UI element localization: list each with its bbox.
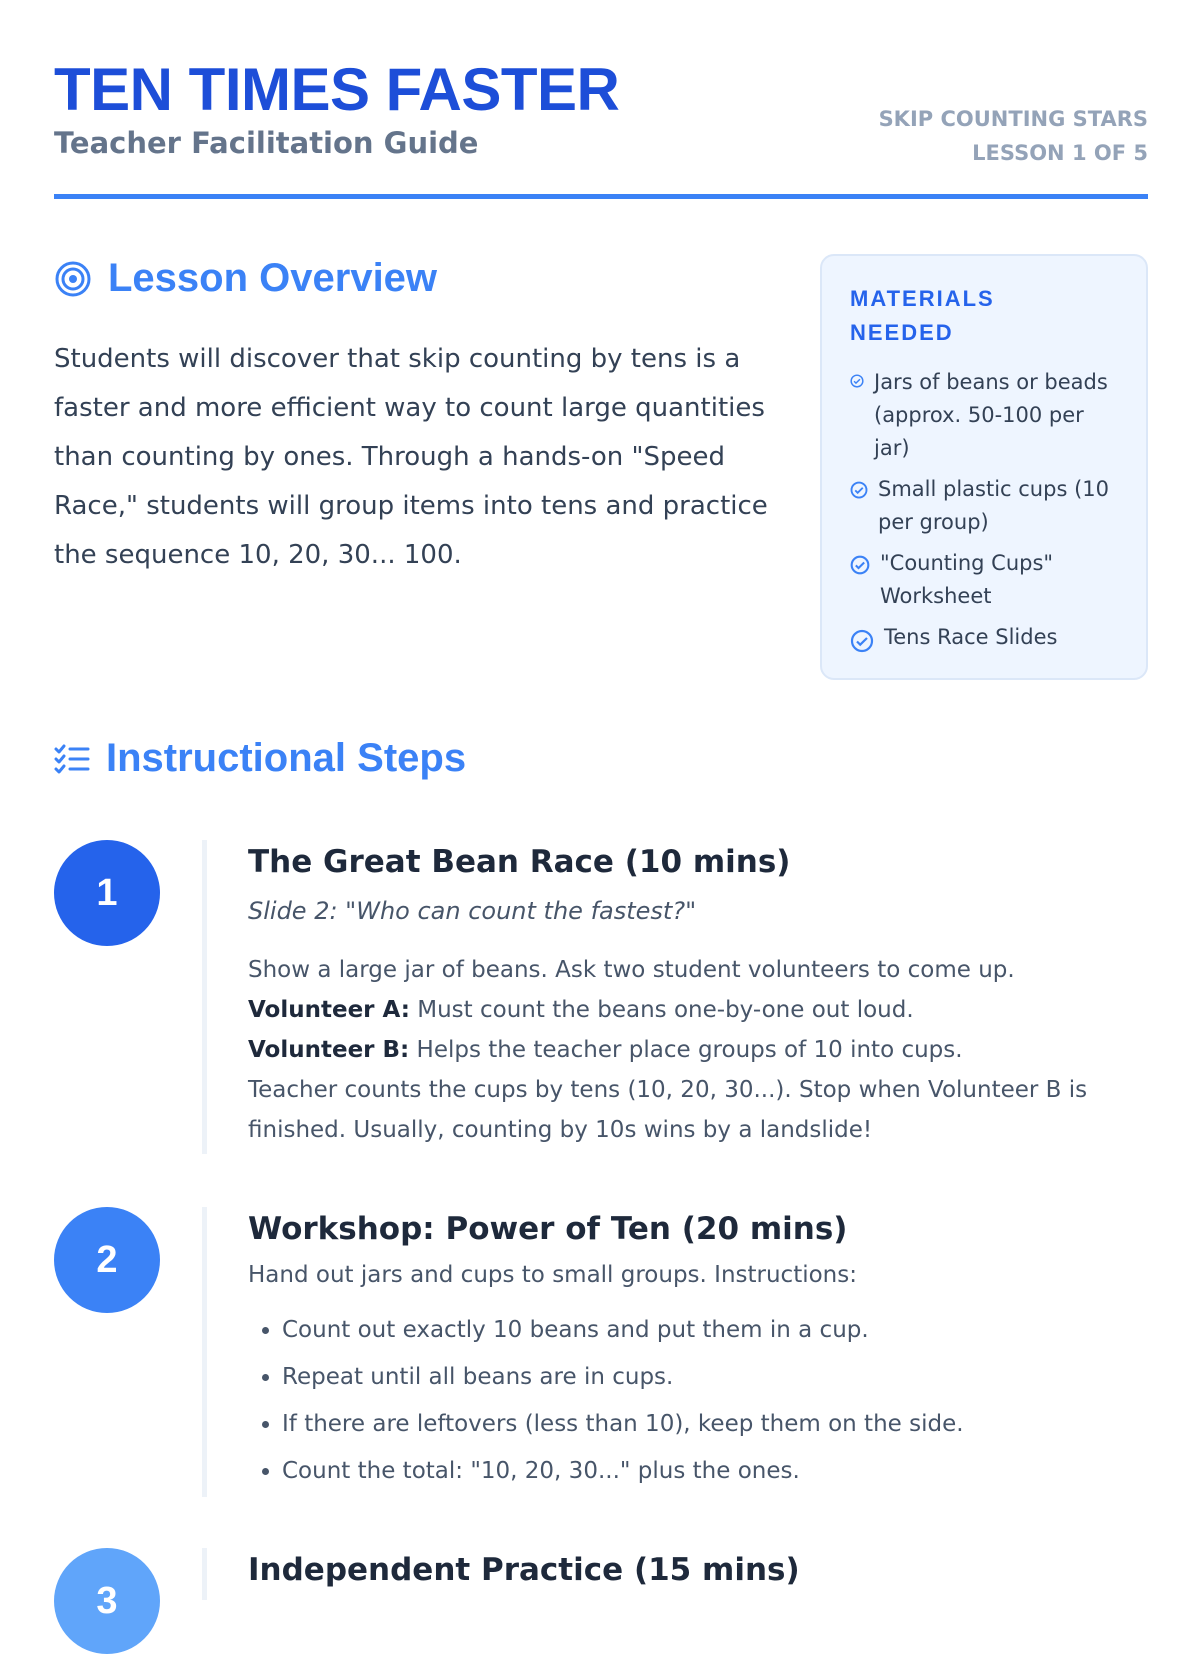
page-title: TEN TIMES FASTER xyxy=(54,56,620,123)
volunteer-a-text: Must count the beans one-by-one out loud. xyxy=(409,997,914,1023)
step-title: Workshop: Power of Ten (20 mins) xyxy=(248,1211,848,1247)
volunteer-a-label: Volunteer A: xyxy=(248,997,410,1023)
steps-heading xyxy=(54,736,466,781)
checklist-icon xyxy=(54,743,90,775)
step-3 xyxy=(54,1548,1148,1622)
material-label: Jars of beans or beads (approx. 50-100 per jar) xyxy=(874,370,1108,460)
lesson-number: LESSON 1 OF 5 xyxy=(972,141,1148,165)
page-subtitle: Teacher Facilitation Guide xyxy=(54,126,479,160)
volunteer-b-label: Volunteer B: xyxy=(248,1037,410,1063)
step-title: The Great Bean Race (10 mins) xyxy=(248,844,791,880)
material-label: Tens Race Slides xyxy=(884,625,1058,649)
step-title: Independent Practice (15 mins) xyxy=(248,1552,800,1588)
step-intro: Show a large jar of beans. Ask two student volunteers to come up. xyxy=(248,957,1015,983)
list-item: • If there are leftovers (less than 10), keep them on the side. xyxy=(282,1401,1148,1448)
step-divider xyxy=(202,1207,207,1497)
step-body xyxy=(248,1548,1148,1592)
overview-heading-label: Lesson Overview xyxy=(108,256,438,300)
step-2 xyxy=(54,1207,1148,1507)
volunteer-b xyxy=(248,1030,1148,1070)
list-item xyxy=(850,621,1120,654)
overview-heading xyxy=(54,256,437,301)
step-1 xyxy=(54,840,1148,1160)
step-number-badge: 3 xyxy=(54,1548,160,1654)
materials-list xyxy=(850,366,1120,654)
steps-heading-label: Instructional Steps xyxy=(106,736,467,780)
list-item xyxy=(850,473,1120,539)
step-body xyxy=(248,840,1148,1150)
step-divider xyxy=(202,840,207,1154)
lesson-meta xyxy=(879,102,1148,170)
check-circle-icon xyxy=(850,374,864,388)
step-number-badge: 1 xyxy=(54,840,160,946)
check-circle-icon xyxy=(850,481,868,499)
step-bullets xyxy=(248,1307,1148,1495)
material-label: Small plastic cups (10 per group) xyxy=(878,477,1109,534)
volunteer-b-text: Helps the teacher place groups of 10 into cups. xyxy=(409,1037,963,1063)
list-item: • Count out exactly 10 beans and put them in a cup. xyxy=(282,1307,1148,1354)
header-divider xyxy=(54,194,1148,199)
materials-heading: MATERIALS NEEDED xyxy=(850,286,995,345)
step-divider xyxy=(202,1548,207,1600)
list-item: • Repeat until all beans are in cups. xyxy=(282,1354,1148,1401)
list-item xyxy=(850,547,1120,613)
check-circle-icon xyxy=(850,629,874,653)
page-header xyxy=(54,58,1148,200)
target-icon xyxy=(54,260,92,298)
step-number-badge: 2 xyxy=(54,1207,160,1313)
material-label: "Counting Cups" Worksheet xyxy=(880,551,1054,608)
overview-text: Students will discover that skip counting by tens is a faster and more efficient way to count large quantities than counting by ones. Through a hands-on "Speed Race," students will group items into tens and practice the sequence 10, 20, 30... 100. xyxy=(54,344,768,570)
unit-name: SKIP COUNTING STARS xyxy=(878,107,1148,131)
step-quote: Slide 2: "Who can count the fastest?" xyxy=(248,897,697,925)
step-intro: Hand out jars and cups to small groups. Instructions: xyxy=(248,1262,857,1288)
volunteer-a xyxy=(248,990,1148,1030)
step-closing: Teacher counts the cups by tens (10, 20, 30...). Stop when Volunteer B is finished. Usually, counting by 10s wins by a landslide! xyxy=(248,1077,1088,1143)
materials-card xyxy=(820,254,1148,680)
check-circle-icon xyxy=(850,555,870,575)
list-item: • Count the total: "10, 20, 30..." plus the ones. xyxy=(282,1448,1148,1495)
list-item xyxy=(850,366,1120,465)
step-body xyxy=(248,1207,1148,1495)
